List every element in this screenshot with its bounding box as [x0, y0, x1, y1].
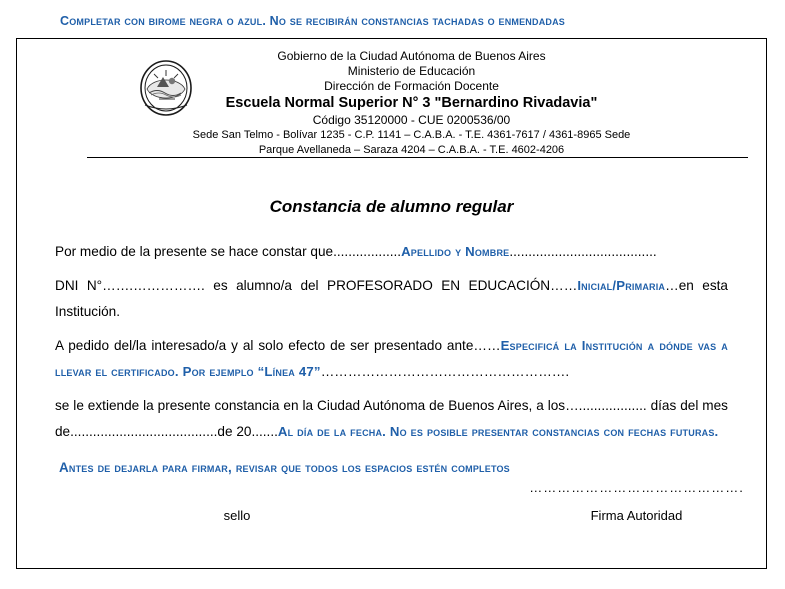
p3-field-institution: Especificá la Institución a dónde vas a llevar el certificado. Por ejemplo “Línea 47” — [55, 338, 728, 379]
header-line-3: Dirección de Formación Docente — [324, 79, 499, 93]
p3-text-a: A pedido del/la interesado/a y al solo efecto de ser presentado ante — [55, 338, 474, 353]
p4-text-b: días del mes de — [55, 398, 728, 439]
p1-dots-1: .................. — [333, 244, 402, 259]
p2-dots-2: …… — [550, 278, 578, 293]
p1-dots-2: ....................................... — [509, 244, 657, 259]
p2-field-level: Inicial/Primaria — [577, 278, 666, 293]
completion-warning: Antes de dejarla para firmar, revisar que todos los espacios estén completos — [59, 460, 510, 475]
paragraph-2 — [55, 273, 728, 325]
top-notice: Completar con birome negra o azul. No se recibirán constancias tachadas o enmendadas — [60, 14, 566, 28]
p4-field-date-note: Al día de la fecha. No es posible presentar constancias con fechas futuras. — [277, 424, 719, 439]
p2-text-c: en esta Institución. — [55, 278, 728, 319]
authority-signature-label: Firma Autoridad — [590, 508, 683, 523]
p2-dots-1: …….……………. — [102, 278, 205, 293]
page-title: Constancia de alumno regular — [269, 197, 514, 216]
p2-dots-3: … — [665, 278, 679, 293]
school-crest-icon — [139, 59, 193, 117]
p3-dots-1: …… — [473, 338, 501, 353]
signature-line: ………………………………………. — [529, 480, 744, 495]
p3-dots-2: ………………………………………………. — [320, 364, 570, 379]
header-codes: Código 35120000 - CUE 0200536/00 — [312, 113, 511, 127]
p2-text-a: DNI N° — [55, 278, 103, 293]
certificate-body — [55, 239, 728, 481]
header-address-2: Parque Avellaneda – Saraza 4204 – C.A.B.A. - T.E. 4602-4206 — [258, 144, 565, 156]
letterhead-text — [17, 49, 766, 158]
letterhead — [17, 39, 766, 161]
paragraph-3 — [55, 333, 728, 385]
p1-text-a: Por medio de la presente se hace constar que — [55, 244, 334, 259]
p4-text-c: de 20 — [217, 424, 252, 439]
header-school-name: Escuela Normal Superior N° 3 "Bernardino Rivadavia" — [225, 95, 598, 111]
p4-text-a: se le extiende la presente constancia en la Ciudad Autónoma de Buenos Aires, a los — [55, 398, 566, 413]
stamp-label: sello — [223, 508, 251, 523]
header-line-2: Ministerio de Educación — [347, 64, 476, 78]
signature-area — [17, 480, 766, 540]
p4-dots-2: ....................................... — [70, 424, 218, 439]
certificate-frame — [16, 38, 767, 569]
p2-text-b: es alumno/a del PROFESORADO EN EDUCACIÓN — [204, 278, 551, 293]
p1-field-name: Apellido y Nombre — [401, 244, 510, 259]
p4-dots-1: ….................. — [565, 398, 647, 413]
header-divider — [87, 157, 748, 158]
paragraph-1 — [55, 239, 728, 265]
paragraph-4 — [55, 393, 728, 445]
p4-dots-3: ....... — [251, 424, 278, 439]
header-address-1: Sede San Telmo - Bolívar 1235 - C.P. 1141 – C.A.B.A. - T.E. 4361-7617 / 4361-8965 Sede — [192, 129, 631, 141]
header-line-1: Gobierno de la Ciudad Autónoma de Buenos Aires — [277, 49, 546, 63]
